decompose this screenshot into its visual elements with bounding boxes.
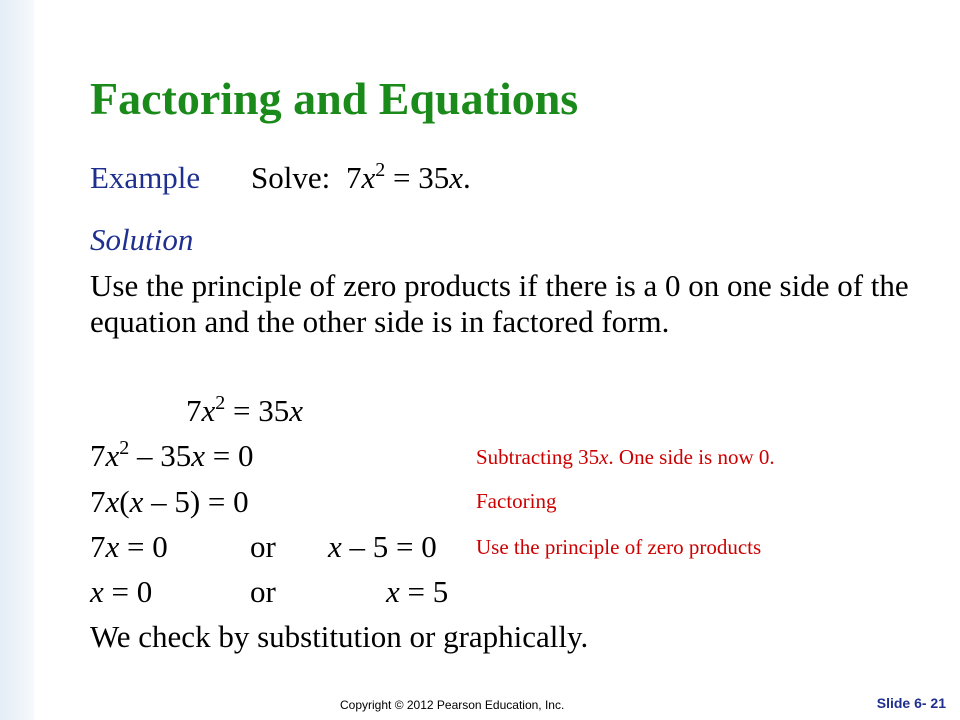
step-4-right-var: x — [328, 529, 342, 564]
step-3-rest: – 5) = 0 — [143, 484, 249, 519]
copyright-text: Copyright © 2012 Pearson Education, Inc. — [340, 698, 565, 712]
step-3-var: x — [105, 484, 120, 519]
step-5-right-rest: = 5 — [399, 574, 449, 609]
step-5-right — [386, 576, 448, 607]
step-4-or: or — [250, 529, 276, 564]
step-5-right-var: x — [386, 574, 400, 609]
eq-end: . — [463, 160, 471, 195]
step-5-left — [90, 576, 152, 607]
note-1-a: Subtracting 35 — [476, 445, 600, 469]
step-2-var: x — [105, 438, 120, 473]
step-4-left — [90, 531, 168, 562]
step-1-var-2: x — [289, 393, 304, 428]
conclusion-line: We check by substitution or graphically. — [90, 619, 589, 654]
step-4-rhs: = 0 — [119, 529, 168, 564]
note-factoring: Factoring — [476, 489, 557, 513]
eq-rest: = 35 — [385, 160, 450, 195]
step-5-var: x — [90, 574, 104, 609]
step-2-var-2: x — [191, 438, 206, 473]
note-1-var: x — [599, 445, 609, 469]
step-5-rhs: = 0 — [103, 574, 153, 609]
step-5-or: or — [250, 574, 276, 609]
step-4-right-rest: – 5 = 0 — [341, 529, 437, 564]
note-1-c: . One side is now 0. — [608, 445, 775, 469]
step-3-paren: ( — [119, 484, 130, 519]
step-4-right — [328, 531, 437, 562]
step-2 — [90, 437, 254, 473]
step-3-coef: 7 — [90, 484, 106, 519]
side-gradient-bar — [0, 0, 34, 720]
eq-variable: x — [361, 160, 376, 195]
step-1-exp: 2 — [215, 392, 226, 414]
step-4-var: x — [105, 529, 120, 564]
step-1 — [186, 392, 304, 428]
solution-label: Solution — [90, 222, 194, 257]
example-line — [90, 162, 200, 193]
step-3-var-2: x — [129, 484, 144, 519]
step-1-rhs: = 35 — [225, 393, 290, 428]
note-subtracting — [476, 447, 775, 468]
eq-exponent: 2 — [375, 159, 386, 181]
step-2-coef: 7 — [90, 438, 106, 473]
step-2-exp: 2 — [119, 437, 130, 459]
step-2-minus: – 35 — [129, 438, 192, 473]
step-3 — [90, 486, 249, 517]
note-zero-products: Use the principle of zero products — [476, 535, 762, 559]
slide-number: Slide 6- 21 — [876, 695, 946, 711]
step-1-var: x — [201, 393, 216, 428]
eq-variable-2: x — [449, 160, 463, 195]
principle-paragraph: Use the principle of zero products if there is a 0 on one side of the equation and the other side is in factored form. — [90, 268, 909, 339]
step-2-rhs: = 0 — [205, 438, 254, 473]
eq-coefficient: 7 — [345, 160, 362, 195]
step-4-coef: 7 — [90, 529, 106, 564]
slide-title: Factoring and Equations — [90, 73, 579, 124]
example-equation — [251, 159, 471, 195]
example-label: Example — [90, 160, 201, 195]
example-prompt: Solve: — [251, 160, 331, 195]
step-1-coef: 7 — [186, 393, 202, 428]
